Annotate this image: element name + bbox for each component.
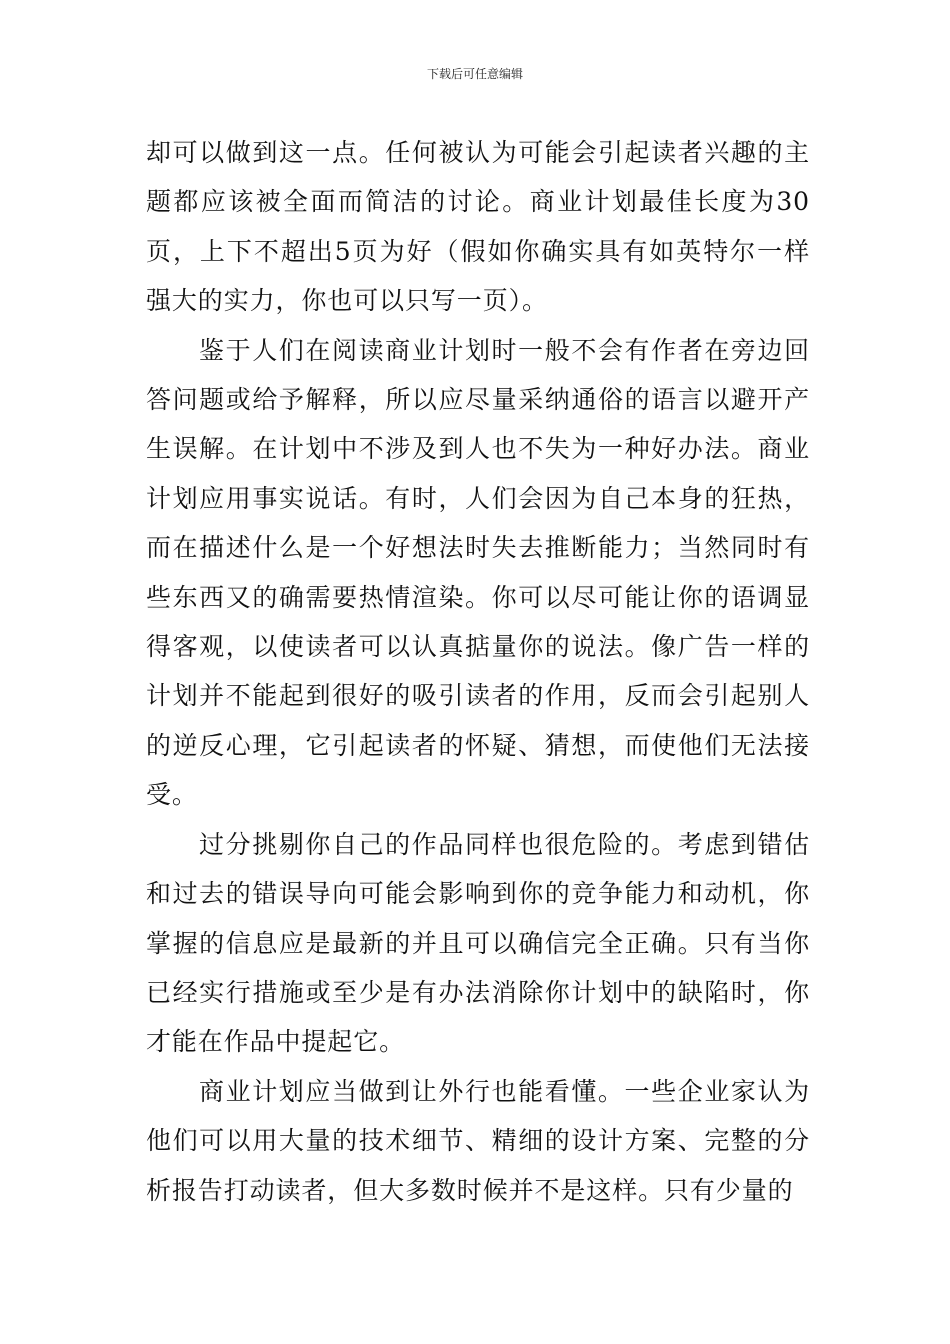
paragraph-1: 却可以做到这一点。任何被认为可能会引起读者兴趣的主题都应该被全面而简洁的讨论。商业计划最佳长度为30页，上下不超出5页为好（假如你确实具有如英特尔一样强大的实力，你也可以只写一页）。 <box>146 138 810 316</box>
paragraph-2: 鉴于人们在阅读商业计划时一般不会有作者在旁边回答问题或给予解释，所以应尽量采纳通俗的语言以避开产生误解。在计划中不涉及到人也不失为一种好办法。商业计划应用事实说话。有时，人们会因为自己本身的狂热，而在描述什么是一个好想法时失去推断能力；当然同时有些东西又的确需要热情渲染。你可以尽可能让你的语调显得客观，以使读者可以认真掂量你的说法。像广告一样的计划并不能起到很好的吸引读者的作用，反而会引起别人的逆反心理，它引起读者的怀疑、猜想，而使他们无法接受。 <box>146 335 810 810</box>
paragraph-4: 商业计划应当做到让外行也能看懂。一些企业家认为他们可以用大量的技术细节、精细的设计方案、完整的分析报告打动读者，但大多数时候并不是这样。只有少量的 <box>146 1076 810 1205</box>
document-body <box>146 128 810 1215</box>
page-header: 下载后可任意编辑 <box>426 67 523 81</box>
paragraph-3: 过分挑剔你自己的作品同样也很危险的。考虑到错估和过去的错误导向可能会影响到你的竞争能力和动机，你掌握的信息应是最新的并且可以确信完全正确。只有当你已经实行措施或至少是有办法消除你计划中的缺陷时，你才能在作品中提起它。 <box>146 829 810 1057</box>
